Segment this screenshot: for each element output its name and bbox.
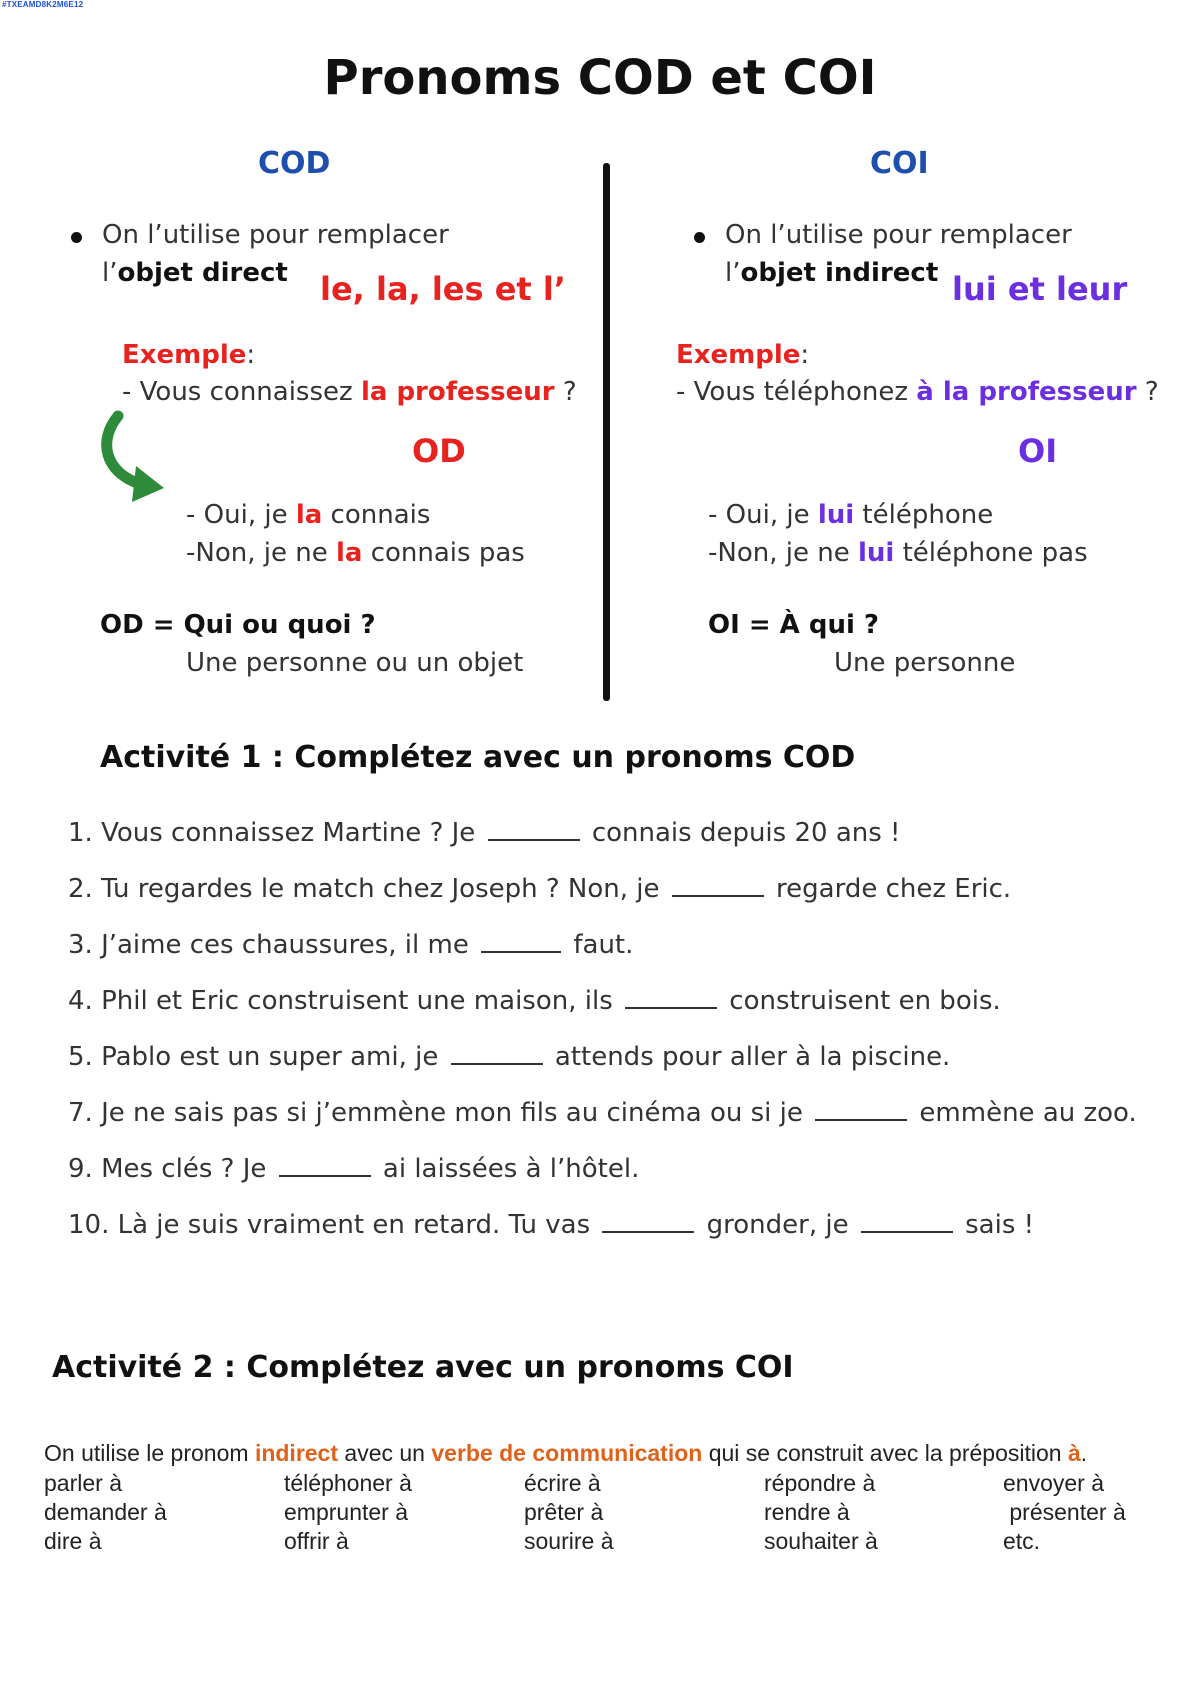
green-curved-arrow-icon [96, 410, 170, 502]
verb-item: rendre à [764, 1499, 850, 1525]
verb-item: envoyer à [1003, 1470, 1105, 1496]
cod-answer-no: -Non, je ne la connais pas [186, 538, 525, 568]
exercise-item: 1. Vous connaissez Martine ? Je connais depuis 20 ans ! [68, 818, 901, 848]
coi-rule-detail: Une personne [834, 648, 1016, 678]
coi-rule: OI = À qui ? [708, 610, 880, 640]
answer-blank[interactable] [451, 1043, 543, 1065]
cod-heading: COD [258, 146, 331, 181]
exercise-item: 2. Tu regardes le match chez Joseph ? Non, je regarde chez Eric. [68, 874, 1012, 904]
verb-item: téléphoner à [284, 1470, 412, 1496]
activity2-intro: On utilise le pronom indirect avec un verbe de communication qui se construit avec la préposition à. [44, 1440, 1088, 1466]
verb-item: dire à [44, 1528, 102, 1554]
coi-example-sentence: - Vous téléphonez à la professeur ? [676, 377, 1159, 407]
exercise-item: 4. Phil et Eric construisent une maison, ils construisent en bois. [68, 986, 1001, 1016]
answer-blank[interactable] [279, 1155, 371, 1177]
cod-rule: OD = Qui ou quoi ? [100, 610, 376, 640]
od-label: OD [412, 432, 466, 470]
coi-bullet-line2: l’objet indirect [725, 258, 939, 288]
answer-blank[interactable] [602, 1211, 694, 1233]
answer-blank[interactable] [672, 875, 764, 897]
verb-item: parler à [44, 1470, 122, 1496]
verb-item: emprunter à [284, 1499, 409, 1525]
exercise-item: 7. Je ne sais pas si j’emmène mon fils au cinéma ou si je emmène au zoo. [68, 1098, 1137, 1128]
coi-bullet-icon [694, 232, 705, 243]
exercise-item: 5. Pablo est un super ami, je attends pour aller à la piscine. [68, 1042, 951, 1072]
verb-item: présenter à [1003, 1499, 1126, 1525]
cod-bullet-line1: On l’utilise pour remplacer [102, 220, 449, 250]
coi-pronouns: lui et leur [952, 270, 1128, 308]
cod-bullet-line2: l’objet direct [102, 258, 288, 288]
answer-blank[interactable] [488, 819, 580, 841]
exercise-item: 3. J’aime ces chaussures, il me faut. [68, 930, 634, 960]
activity2-title: Activité 2 : Complétez avec un pronoms COI [52, 1350, 794, 1385]
verb-item: demander à [44, 1499, 167, 1525]
answer-blank[interactable] [625, 987, 717, 1009]
column-divider [603, 163, 610, 701]
cod-answer-yes: - Oui, je la connais [186, 500, 431, 530]
coi-heading: COI [870, 146, 929, 181]
coi-bullet-line1: On l’utilise pour remplacer [725, 220, 1072, 250]
verb-item: prêter à [524, 1499, 604, 1525]
answer-blank[interactable] [815, 1099, 907, 1121]
oi-label: OI [1018, 432, 1058, 470]
answer-blank[interactable] [481, 931, 561, 953]
verb-item: sourire à [524, 1528, 614, 1554]
cod-rule-detail: Une personne ou un objet [186, 648, 524, 678]
cod-example-sentence: - Vous connaissez la professeur ? [122, 377, 577, 407]
exercise-item: 9. Mes clés ? Je ai laissées à l’hôtel. [68, 1154, 640, 1184]
verb-item: écrire à [524, 1470, 601, 1496]
watermark: #TXEAMD8K2M6E12 [2, 0, 84, 9]
answer-blank[interactable] [861, 1211, 953, 1233]
cod-example-label: Exemple: [122, 340, 256, 370]
coi-example-label: Exemple: [676, 340, 810, 370]
coi-answer-no: -Non, je ne lui téléphone pas [708, 538, 1088, 568]
activity1-title: Activité 1 : Complétez avec un pronoms COD [100, 740, 856, 775]
coi-answer-yes: - Oui, je lui téléphone [708, 500, 994, 530]
page-title: Pronoms COD et COI [323, 50, 877, 106]
verb-item: répondre à [764, 1470, 876, 1496]
verb-item: offrir à [284, 1528, 349, 1554]
verb-item: etc. [1003, 1528, 1041, 1554]
verb-item: souhaiter à [764, 1528, 878, 1554]
cod-pronouns: le, la, les et l’ [320, 270, 566, 308]
cod-bullet-icon [71, 232, 82, 243]
exercise-item-10: 10. Là je suis vraiment en retard. Tu vas gronder, je sais ! [68, 1210, 1035, 1240]
